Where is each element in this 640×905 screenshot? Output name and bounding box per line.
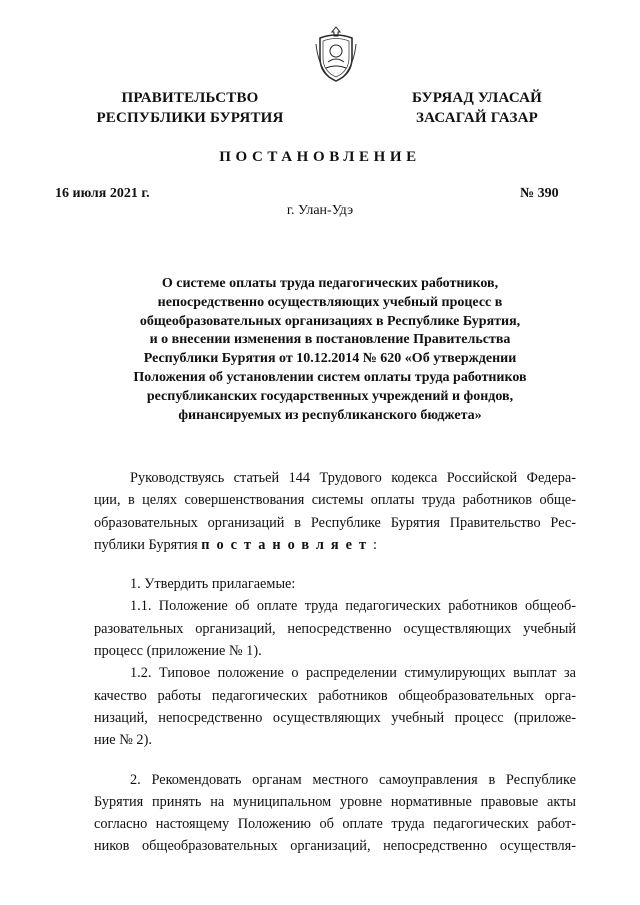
body-line-resolution xyxy=(94,534,576,556)
title-line: и о внесении изменения в постановление Правительства xyxy=(149,332,511,348)
document-type: ПОСТАНОВЛЕНИЕ xyxy=(219,149,421,165)
title-line: республиканских государственных учреждений и фондов, xyxy=(146,388,514,404)
body-line: низаций, непосредственно осуществляющих учебный процесс (приложе- xyxy=(94,709,576,726)
title-line: финансируемых из республиканского бюджета» xyxy=(178,407,482,423)
resolves-colon: : xyxy=(373,536,378,553)
body-line: процесс (приложение № 1). xyxy=(94,643,262,660)
body-line: согласно настоящему Положению об оплате труда педагогических работ- xyxy=(94,816,576,833)
document-number: № 390 xyxy=(520,186,559,201)
body-line: ции, в целях совершенствования системы оплаты труда работников обще- xyxy=(94,492,576,509)
government-name-buryat xyxy=(392,88,562,128)
preamble-end: публики Бурятия xyxy=(94,536,198,553)
body-line: 1.2. Типовое положение о распределении стимулирующих выплат за xyxy=(130,665,576,682)
document-title xyxy=(90,275,570,425)
government-name-russian xyxy=(90,88,290,128)
body-line: образовательных организаций в Республике Бурятия Правительство Рес- xyxy=(94,514,576,531)
body-line: разовательных организаций, непосредственно осуществляющих учебный xyxy=(94,620,576,637)
body-line: ние № 2). xyxy=(94,732,152,749)
body-line: 2. Рекомендовать органам местного самоуправления в Республике xyxy=(130,771,576,788)
coat-of-arms-icon xyxy=(314,24,358,84)
org-line: ПРАВИТЕЛЬСТВО xyxy=(121,90,259,106)
document-date: 16 июля 2021 г. xyxy=(55,186,150,201)
title-line: непосредственно осуществляющих учебный процесс в xyxy=(157,294,503,310)
body-line: качество работы педагогических работников общеобразовательных орга- xyxy=(94,687,576,704)
body-line: 1.1. Положение об оплате труда педагогических работников общеоб- xyxy=(130,598,576,615)
resolves-word: постановляет xyxy=(201,536,374,553)
body-line: Бурятия принять на муниципальном уровне нормативные правовые акты xyxy=(94,793,576,810)
body-line: ников общеобразовательных организаций, непосредственно осуществля- xyxy=(94,838,576,855)
org-line: РЕСПУБЛИКИ БУРЯТИЯ xyxy=(96,110,284,126)
body-line: Руководствуясь статьей 144 Трудового кодекса Российской Федера- xyxy=(130,470,576,486)
document-body xyxy=(94,467,576,858)
item-1: 1. Утвердить прилагаемые: xyxy=(130,576,296,593)
title-line: Республики Бурятия от 10.12.2014 № 620 «Об утверждении xyxy=(143,351,517,367)
title-line: Положения об установлении систем оплаты труда работников xyxy=(133,369,527,385)
title-line: О системе оплаты труда педагогических работников, xyxy=(161,276,499,291)
document-city: г. Улан-Удэ xyxy=(286,203,354,218)
title-line: общеобразовательных организациях в Республике Бурятия, xyxy=(139,313,521,329)
org-line: БУРЯАД УЛАСАЙ xyxy=(411,90,543,106)
org-line: ЗАСАГАЙ ГАЗАР xyxy=(416,110,538,126)
